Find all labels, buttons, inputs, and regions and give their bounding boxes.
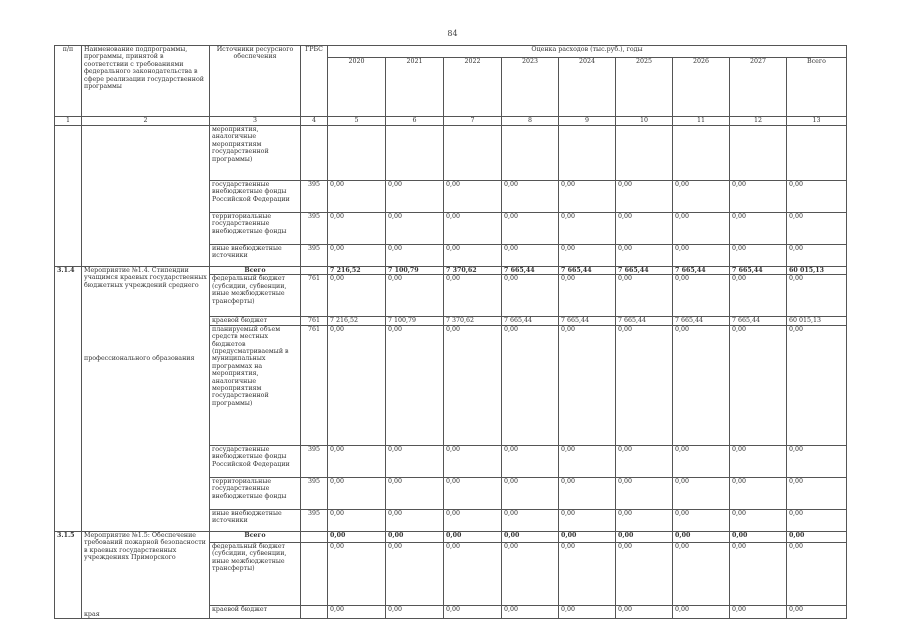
amount-cell: 0,00 [502, 445, 559, 477]
grbs-code [301, 542, 328, 605]
amount-cell: 7 665,44 [559, 317, 616, 325]
funding-source: иные внебюджетные источники [210, 245, 301, 267]
grbs-code: 761 [301, 275, 328, 317]
amount-cell: 0,00 [616, 275, 673, 317]
amount-cell: 0,00 [444, 245, 502, 267]
amount-cell: 0,00 [386, 275, 444, 317]
amount-cell [559, 126, 616, 181]
amount-cell: 7 665,44 [616, 267, 673, 275]
grbs-code: 395 [301, 477, 328, 509]
amount-cell: 0,00 [559, 245, 616, 267]
funding-source: Всего [210, 267, 301, 275]
amount-cell: 0,00 [730, 531, 787, 542]
funding-source: федеральный бюджет (субсидии, субвенции, иные межбюджетные трансферты) [210, 542, 301, 605]
amount-cell: 0,00 [444, 445, 502, 477]
grbs-code [301, 126, 328, 181]
amount-cell: 0,00 [502, 213, 559, 245]
header-year: 2025 [616, 58, 673, 117]
row-name-part: Мероприятие №1.4. Стипендии учащимся краевых государственных бюджетных учреждений среднего [84, 267, 207, 289]
amount-cell: 0,00 [616, 477, 673, 509]
table-head [55, 46, 847, 126]
amount-cell [502, 126, 559, 181]
amount-cell: 0,00 [730, 325, 787, 445]
amount-cell: 0,00 [502, 606, 559, 619]
amount-cell: 0,00 [444, 275, 502, 317]
grbs-code [301, 531, 328, 542]
amount-cell: 0,00 [386, 245, 444, 267]
header-estimate: Оценка расходов (тыс.руб.), годы [328, 46, 847, 58]
row-name [82, 531, 210, 618]
row-code: 3.1.4 [55, 267, 82, 532]
amount-cell [673, 126, 730, 181]
amount-cell: 0,00 [502, 477, 559, 509]
amount-cell: 7 370,62 [444, 317, 502, 325]
amount-cell: 0,00 [616, 445, 673, 477]
amount-cell: 7 370,62 [444, 267, 502, 275]
funding-source: мероприятия, аналогичные мероприятиям государственной программы) [210, 126, 301, 181]
amount-cell: 0,00 [386, 509, 444, 531]
amount-cell: 0,00 [502, 509, 559, 531]
amount-cell: 0,00 [616, 181, 673, 213]
funding-source: федеральный бюджет (субсидии, субвенции, иные межбюджетные трансферты) [210, 275, 301, 317]
funding-source: Всего [210, 531, 301, 542]
amount-cell: 0,00 [559, 213, 616, 245]
funding-source: государственные внебюджетные фонды Российской Федерации [210, 445, 301, 477]
amount-cell: 7 216,52 [328, 317, 386, 325]
grbs-code: 395 [301, 245, 328, 267]
amount-cell: 0,00 [616, 606, 673, 619]
amount-cell: 0,00 [386, 445, 444, 477]
amount-cell: 60 015,13 [787, 317, 847, 325]
amount-cell: 7 665,44 [559, 267, 616, 275]
amount-cell: 0,00 [787, 245, 847, 267]
column-number: 9 [559, 117, 616, 126]
amount-cell [444, 126, 502, 181]
amount-cell: 0,00 [787, 606, 847, 619]
amount-cell: 0,00 [386, 181, 444, 213]
amount-cell: 0,00 [730, 245, 787, 267]
column-number: 7 [444, 117, 502, 126]
amount-cell: 0,00 [673, 531, 730, 542]
amount-cell: 0,00 [730, 606, 787, 619]
amount-cell: 0,00 [673, 477, 730, 509]
amount-cell: 7 665,44 [730, 267, 787, 275]
grbs-code: 395 [301, 181, 328, 213]
amount-cell: 0,00 [386, 325, 444, 445]
amount-cell: 0,00 [730, 213, 787, 245]
amount-cell: 0,00 [616, 542, 673, 605]
table-row [55, 531, 847, 542]
amount-cell: 7 665,44 [673, 267, 730, 275]
grbs-code: 395 [301, 509, 328, 531]
amount-cell: 0,00 [787, 477, 847, 509]
amount-cell: 0,00 [787, 213, 847, 245]
amount-cell: 7 100,79 [386, 267, 444, 275]
amount-cell: 0,00 [787, 325, 847, 445]
amount-cell: 0,00 [787, 542, 847, 605]
amount-cell: 0,00 [787, 531, 847, 542]
grbs-code: 761 [301, 317, 328, 325]
table-row [55, 267, 847, 275]
amount-cell: 0,00 [386, 477, 444, 509]
amount-cell: 0,00 [502, 275, 559, 317]
amount-cell: 0,00 [787, 445, 847, 477]
header-year: 2022 [444, 58, 502, 117]
amount-cell: 0,00 [559, 445, 616, 477]
amount-cell: 0,00 [328, 509, 386, 531]
header-grbs: ГРБС [301, 46, 328, 117]
column-number: 12 [730, 117, 787, 126]
funding-source: иные внебюджетные источники [210, 509, 301, 531]
amount-cell: 0,00 [673, 275, 730, 317]
column-number: 3 [210, 117, 301, 126]
amount-cell: 0,00 [444, 542, 502, 605]
header-year: 2021 [386, 58, 444, 117]
page-number: 84 [447, 29, 458, 38]
amount-cell [328, 126, 386, 181]
amount-cell: 0,00 [444, 213, 502, 245]
amount-cell: 7 100,79 [386, 317, 444, 325]
amount-cell [386, 126, 444, 181]
funding-source: государственные внебюджетные фонды Российской Федерации [210, 181, 301, 213]
amount-cell: 0,00 [386, 213, 444, 245]
amount-cell: 0,00 [673, 245, 730, 267]
amount-cell: 0,00 [444, 509, 502, 531]
amount-cell: 0,00 [559, 275, 616, 317]
funding-source: территориальные государственные внебюджетные фонды [210, 213, 301, 245]
amount-cell: 0,00 [559, 542, 616, 605]
amount-cell: 0,00 [673, 606, 730, 619]
header-year: 2024 [559, 58, 616, 117]
header-year: 2027 [730, 58, 787, 117]
row-name [82, 126, 210, 267]
grbs-code: 395 [301, 445, 328, 477]
amount-cell: 0,00 [616, 531, 673, 542]
amount-cell: 0,00 [673, 213, 730, 245]
amount-cell: 7 665,44 [730, 317, 787, 325]
amount-cell: 0,00 [328, 477, 386, 509]
column-number: 6 [386, 117, 444, 126]
row-name-part: профессионального образования [84, 355, 195, 362]
funding-source: территориальные государственные внебюджетные фонды [210, 477, 301, 509]
amount-cell: 7 665,44 [673, 317, 730, 325]
amount-cell: 0,00 [328, 531, 386, 542]
header-source: Источники ресурсного обеспечения [210, 46, 301, 117]
amount-cell: 0,00 [616, 213, 673, 245]
column-number: 4 [301, 117, 328, 126]
amount-cell: 0,00 [328, 245, 386, 267]
amount-cell: 0,00 [502, 531, 559, 542]
amount-cell: 0,00 [730, 509, 787, 531]
amount-cell: 0,00 [787, 275, 847, 317]
amount-cell: 0,00 [559, 531, 616, 542]
column-number: 8 [502, 117, 559, 126]
funding-source: планируемый объем средств местных бюджетов (предусматриваемый в муниципальных программах на мероприятия, аналогичные мероприятиям государственной программы) [210, 325, 301, 445]
amount-cell: 0,00 [673, 509, 730, 531]
expenditure-table [54, 45, 847, 619]
grbs-code [301, 606, 328, 619]
amount-cell: 7 216,52 [328, 267, 386, 275]
amount-cell: 60 015,13 [787, 267, 847, 275]
amount-cell: 0,00 [502, 181, 559, 213]
funding-source: краевой бюджет [210, 606, 301, 619]
row-name-part: края [84, 610, 100, 618]
column-number: 13 [787, 117, 847, 126]
amount-cell: 0,00 [328, 542, 386, 605]
column-number: 11 [673, 117, 730, 126]
header-num: п/п [55, 46, 82, 117]
amount-cell: 0,00 [730, 445, 787, 477]
amount-cell: 0,00 [616, 245, 673, 267]
row-code: 3.1.5 [55, 531, 82, 618]
amount-cell: 0,00 [328, 325, 386, 445]
amount-cell: 0,00 [444, 181, 502, 213]
header-year: 2023 [502, 58, 559, 117]
amount-cell: 0,00 [444, 325, 502, 445]
amount-cell: 0,00 [730, 181, 787, 213]
amount-cell: 0,00 [444, 606, 502, 619]
amount-cell: 0,00 [787, 181, 847, 213]
amount-cell: 0,00 [559, 325, 616, 445]
amount-cell: 0,00 [328, 275, 386, 317]
amount-cell: 0,00 [730, 477, 787, 509]
amount-cell: 0,00 [730, 542, 787, 605]
grbs-code: 761 [301, 325, 328, 445]
amount-cell: 0,00 [787, 509, 847, 531]
amount-cell: 0,00 [673, 445, 730, 477]
amount-cell: 0,00 [444, 477, 502, 509]
amount-cell: 7 665,44 [502, 317, 559, 325]
table-body [55, 126, 847, 619]
amount-cell: 0,00 [559, 606, 616, 619]
amount-cell: 0,00 [386, 531, 444, 542]
amount-cell: 0,00 [502, 325, 559, 445]
amount-cell: 0,00 [444, 531, 502, 542]
amount-cell: 0,00 [673, 542, 730, 605]
row-code [55, 126, 82, 267]
column-number: 2 [82, 117, 210, 126]
amount-cell: 7 665,44 [616, 317, 673, 325]
header-year: 2020 [328, 58, 386, 117]
amount-cell: 0,00 [559, 477, 616, 509]
header-year: 2026 [673, 58, 730, 117]
amount-cell: 0,00 [559, 509, 616, 531]
amount-cell: 0,00 [616, 325, 673, 445]
amount-cell: 0,00 [328, 445, 386, 477]
amount-cell: 0,00 [502, 542, 559, 605]
table-row [55, 126, 847, 181]
header-name: Наименование подпрограммы, программы, принятой в соответствии с требованиями федерального законодательства в сфере реализации государственной программы [82, 46, 210, 117]
amount-cell: 0,00 [673, 181, 730, 213]
column-number: 1 [55, 117, 82, 126]
amount-cell [730, 126, 787, 181]
header-year: Всего [787, 58, 847, 117]
amount-cell [787, 126, 847, 181]
funding-source: краевой бюджет [210, 317, 301, 325]
grbs-code [301, 267, 328, 275]
amount-cell [616, 126, 673, 181]
amount-cell: 0,00 [730, 275, 787, 317]
amount-cell: 0,00 [502, 245, 559, 267]
row-name-part: Мероприятие №1.5: Обеспечение требований пожарной безопасности в краевых государственных учреждениях Приморского [84, 531, 206, 562]
amount-cell: 0,00 [328, 181, 386, 213]
amount-cell: 7 665,44 [502, 267, 559, 275]
amount-cell: 0,00 [328, 606, 386, 619]
row-name [82, 267, 210, 532]
column-number: 10 [616, 117, 673, 126]
grbs-code: 395 [301, 213, 328, 245]
column-number: 5 [328, 117, 386, 126]
amount-cell: 0,00 [386, 542, 444, 605]
amount-cell: 0,00 [328, 213, 386, 245]
amount-cell: 0,00 [616, 509, 673, 531]
amount-cell: 0,00 [559, 181, 616, 213]
amount-cell: 0,00 [386, 606, 444, 619]
amount-cell: 0,00 [673, 325, 730, 445]
